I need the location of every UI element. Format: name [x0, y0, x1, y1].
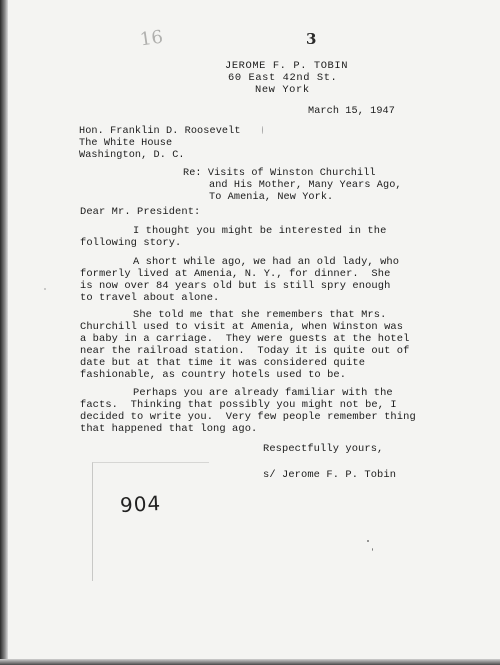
signature: s/ Jerome F. P. Tobin: [263, 469, 397, 481]
paragraph-1-line-2: following story.: [80, 237, 182, 249]
letterhead-name: JEROME F. P. TOBIN: [225, 60, 349, 72]
handwritten-file-number: 904: [119, 490, 162, 518]
subject-line-2: and His Mother, Many Years Ago,: [209, 180, 402, 191]
subject-line-3: To Amenia, New York.: [209, 192, 334, 203]
paragraph-4-line-4: that happened that long ago.: [80, 423, 258, 435]
handwritten-mark-right: 3: [306, 30, 317, 48]
recipient-line-3: Washington, D. C.: [79, 150, 185, 161]
paragraph-2-line-3: is now over 84 years old but is still spry enough: [80, 280, 391, 292]
scan-speck: [262, 126, 263, 134]
paragraph-3-line-4: near the railroad station. Today it is quite out of: [80, 345, 410, 357]
subject-line-1: Re: Visits of Winston Churchill: [183, 168, 376, 179]
letter-date: March 15, 1947: [308, 106, 395, 117]
paragraph-4-line-3: decided to write you. Very few people remember thing: [80, 411, 416, 423]
recipient-line-2: The White House: [79, 138, 173, 149]
paragraph-2-line-1: A short while ago, we had an old lady, who: [133, 256, 400, 268]
paragraph-2-line-2: formerly lived at Amenia, N. Y., for dinner. She: [80, 268, 391, 280]
paragraph-4-line-1: Perhaps you are already familiar with the: [133, 387, 393, 399]
salutation: Dear Mr. President:: [80, 206, 201, 218]
handwritten-mark-left: 16: [138, 26, 165, 51]
scan-speck: [372, 548, 373, 551]
recipient-line-1: Hon. Franklin D. Roosevelt: [79, 126, 241, 137]
paragraph-1-line-1: I thought you might be interested in the: [133, 225, 387, 237]
letterhead-address-street: 60 East 42nd St.: [228, 72, 338, 84]
paragraph-3-line-1: She told me that she remembers that Mrs.: [133, 309, 387, 321]
file-number-box: [92, 462, 209, 581]
paragraph-4-line-2: facts. Thinking that possibly you might not be, I: [80, 399, 397, 411]
scan-edge-left: [0, 0, 8, 665]
closing: Respectfully yours,: [263, 443, 384, 455]
scan-speck: [44, 288, 46, 290]
scan-edge-bottom: [0, 659, 500, 665]
paragraph-2-line-4: to travel about alone.: [80, 292, 220, 304]
letterhead-address-city: New York: [255, 84, 310, 96]
paragraph-3-line-5: date but at that time it was considered quite: [80, 357, 366, 369]
paragraph-3-line-2: Churchill used to visit at Amenia, when Winston was: [80, 321, 404, 333]
paragraph-3-line-3: a baby in a carriage. They were guests at the hotel: [80, 333, 410, 345]
scan-speck: [367, 540, 369, 542]
paragraph-3-line-6: fashionable, as country hotels used to be.: [80, 369, 347, 381]
